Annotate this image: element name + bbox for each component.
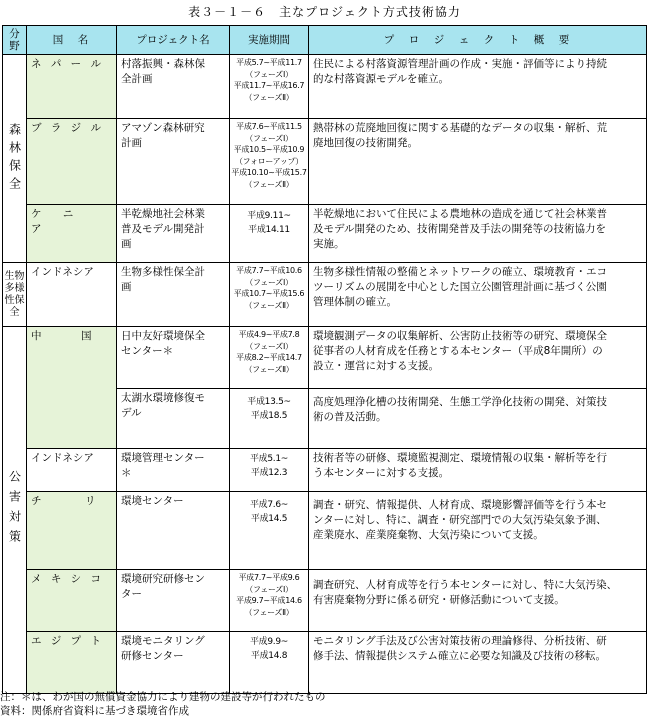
summary-cell: 高度処理浄化槽の技術開発、生態工学浄化技術の開発、対策技 術の普及活動。 bbox=[309, 389, 647, 449]
country-cell: エ ジ プ ト bbox=[27, 632, 117, 694]
header-period: 実施期間 bbox=[230, 26, 309, 55]
country-cell: チ リ bbox=[27, 492, 117, 570]
field-pollution: 公害対策 bbox=[3, 327, 27, 694]
table-row bbox=[3, 492, 647, 570]
project-cell: 太湖水環境修復モ デル bbox=[117, 389, 230, 449]
summary-cell: 調査・研究、情報提供、人材育成、環境影響評価等を行う本セ ンターに対し、特に、調査・研究部門での大気汚染気象予測、 産業廃水、産業廃棄物、大気汚染について支援。 bbox=[309, 492, 647, 570]
table-row bbox=[3, 205, 647, 263]
header-project: プロジェクト名 bbox=[117, 26, 230, 55]
summary-cell: 技術者等の研修、環境監視測定、環境情報の収集・解析等を行 う本センターに対する支援。 bbox=[309, 449, 647, 492]
table-row bbox=[3, 570, 647, 632]
project-cell: 環境管理センター ＊ bbox=[117, 449, 230, 492]
period-cell: 平成4.9~平成7.8 （フェーズⅠ） 平成8.2~平成14.7 （フェーズⅡ） bbox=[230, 327, 309, 389]
period-cell: 平成7.6~平成11.5 （フェーズⅠ） 平成10.5~平成10.9 （フォローアップ） 平成10.10~平成15.7 （フェーズⅡ） bbox=[230, 119, 309, 205]
project-cell: 村落振興・森林保 全計画 bbox=[117, 55, 230, 119]
source-note: 資料：関係府省資料に基づき環境省作成 bbox=[0, 705, 189, 717]
table-row bbox=[3, 263, 647, 327]
period-cell: 平成13.5~ 平成18.5 bbox=[230, 389, 309, 449]
table-row bbox=[3, 119, 647, 205]
project-cell: 生物多様性保全計 画 bbox=[117, 263, 230, 327]
country-cell: ケ ニ ア bbox=[27, 205, 117, 263]
country-cell: ブ ラ ジ ル bbox=[27, 119, 117, 205]
period-cell: 平成9.9~ 平成14.8 bbox=[230, 632, 309, 694]
summary-cell: 環境観測データの収集解析、公害防止技術等の研究、環境保全 従事者の人材育成を任務とする本センター（平成8年開所）の 設立・運営に対する支援。 bbox=[309, 327, 647, 389]
project-cell: 環境センター bbox=[117, 492, 230, 570]
period-cell: 平成7.6~ 平成14.5 bbox=[230, 492, 309, 570]
header-field: 分野 bbox=[3, 26, 27, 55]
header-summary: プ ロ ジ ェ ク ト 概 要 bbox=[309, 26, 647, 55]
period-cell: 平成9.11~ 平成14.11 bbox=[230, 205, 309, 263]
country-cell: インドネシア bbox=[27, 449, 117, 492]
notes bbox=[0, 690, 649, 718]
field-forest: 森林保全 bbox=[3, 55, 27, 263]
period-cell: 平成7.7~平成9.6 （フェーズⅠ） 平成9.7~平成14.6 （フェーズⅡ） bbox=[230, 570, 309, 632]
summary-cell: 調査研究、人材育成等を行う本センターに対し、特に大気汚染、 有害廃棄物分野に係る研究・研修活動について支援。 bbox=[309, 570, 647, 632]
table-row bbox=[3, 55, 647, 119]
country-cell: インドネシア bbox=[27, 263, 117, 327]
country-cell: 中 国 bbox=[27, 327, 117, 449]
header-country: 国 名 bbox=[27, 26, 117, 55]
header-row bbox=[3, 26, 647, 55]
summary-cell: 熱帯林の荒廃地回復に関する基礎的なデータの収集・解析、荒 廃地回復の技術開発。 bbox=[309, 119, 647, 205]
table-row bbox=[3, 449, 647, 492]
field-bio: 生物多様性保全 bbox=[3, 263, 27, 327]
country-cell: ネ パ ー ル bbox=[27, 55, 117, 119]
project-cell: 環境研究研修セン ター bbox=[117, 570, 230, 632]
project-cell: アマゾン森林研究 計画 bbox=[117, 119, 230, 205]
project-cell: 日中友好環境保全 センター＊ bbox=[117, 327, 230, 389]
period-cell: 平成5.7~平成11.7 （フェーズⅠ） 平成11.7~平成16.7 （フェーズⅡ） bbox=[230, 55, 309, 119]
project-cell: 半乾燥地社会林業 普及モデル開発計 画 bbox=[117, 205, 230, 263]
project-table bbox=[2, 25, 647, 694]
table-row bbox=[3, 327, 647, 389]
summary-cell: 住民による村落資源管理計画の作成・実施・評価等により持続 的な村落資源モデルを確立。 bbox=[309, 55, 647, 119]
footnote: 注：＊は、わが国の無償資金協力により建物の建設等が行われたもの bbox=[0, 691, 326, 703]
summary-cell: 半乾燥地において住民による農地林の造成を通じて社会林業普 及モデル開発のため、技術開発普及手法の開発等の技術協力を 実施。 bbox=[309, 205, 647, 263]
period-cell: 平成5.1~ 平成12.3 bbox=[230, 449, 309, 492]
summary-cell: 生物多様性情報の整備とネットワークの確立、環境教育・エコ ツーリズムの展開を中心とした国立公園管理計画に基づく公園 管理体制の確立。 bbox=[309, 263, 647, 327]
summary-cell: モニタリング手法及び公害対策技術の理論修得、分析技術、研 修手法、情報提供システム確立に必要な知識及び技術の移転。 bbox=[309, 632, 647, 694]
project-cell: 環境モニタリング 研修センター bbox=[117, 632, 230, 694]
table-title: 表３－１－６ 主なプロジェクト方式技術協力 bbox=[188, 5, 461, 19]
table-row bbox=[3, 632, 647, 694]
period-cell: 平成7.7~平成10.6 （フェーズⅠ） 平成10.7~平成15.6 （フェーズⅡ） bbox=[230, 263, 309, 327]
country-cell: メ キ シ コ bbox=[27, 570, 117, 632]
